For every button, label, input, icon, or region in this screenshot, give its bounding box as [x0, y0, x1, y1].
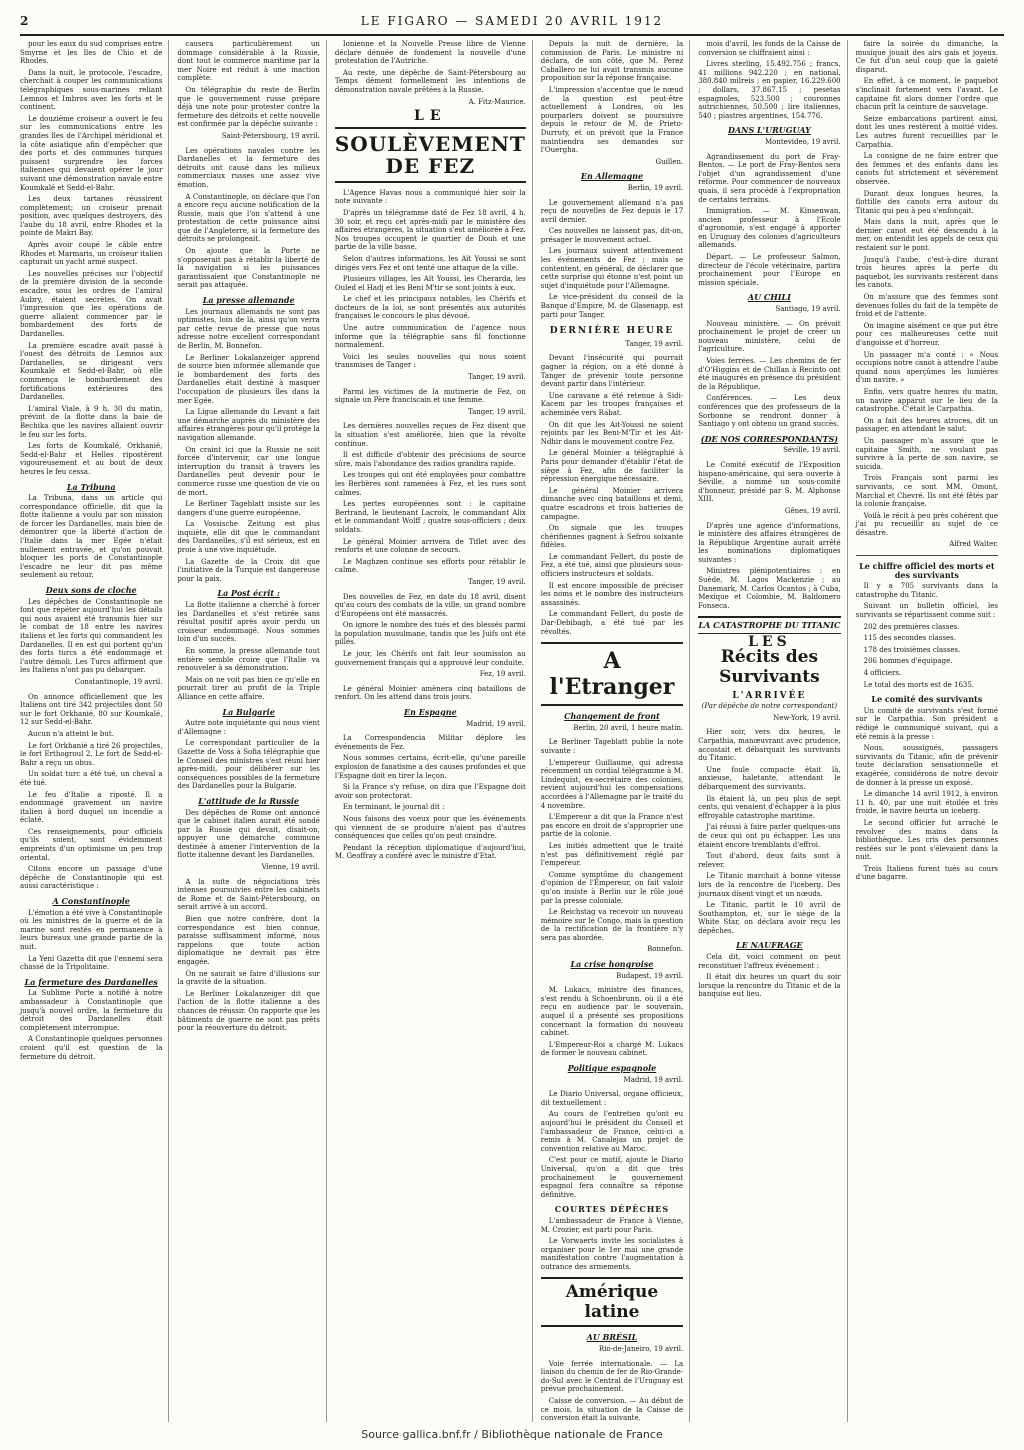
subheading: La presse allemande [202, 295, 295, 306]
paragraph: Nous, soussignés, passagers survivants du Titanic, afin de prévenir toute déclaration sensationnelle et exagérée, considérons de notre devoir de donner à la presse un exposé. [855, 744, 999, 787]
paragraph: Conférences. — Les deux conférences que des professeurs de la Sorbonne se rendront donner à Santiago y ont obtenu un grand succès. [698, 394, 841, 429]
paragraph: Un passager m'a conté : « Nous occupions notre canot à attendre l'aube quand nous aperçûmes les lumières d'un navire. » [855, 350, 999, 385]
dateline: Tanger, 19 avril. [625, 339, 684, 348]
page-header [20, 8, 1004, 36]
paragraph: Aucun n'a atteint le but. [28, 729, 114, 738]
paragraph: Caisse de conversion. — Au début de ce mois, la situation de la Caisse de conversion était la suivante. [540, 1397, 684, 1423]
dateline: Berlin, 20 avril, 1 heure matin. [573, 723, 684, 732]
page-number: 2 [20, 14, 29, 28]
paragraph: causera particulièrement un dommage considérable à la Russie, dont tout le commerce maritime par la mer Noire est réduit à une inaction complète. [177, 40, 320, 83]
paragraph: L'Empereur a dit que la France n'est pas encore en droit de s'approprier une partie de la colonie. [540, 813, 684, 839]
paragraph: Le Titanic marchait à bonne vitesse lors de la rencontre de l'iceberg. Des journaux disent vingt et un nœuds. [698, 872, 841, 898]
paragraph: Une foule compacte était là, anxieuse, haletante, attendant le débarquement des survivants. [698, 765, 841, 791]
dateline: Madrid, 19 avril. [466, 719, 526, 728]
paragraph: Ministres plénipotentiaires : en Suède, M. Lagos Mackenzie ; au Danemark, M. Carlos Ocantos ; à Cuba, Mexique et Colombie, M. Baldomero Fonseca. [698, 567, 841, 610]
paragraph: Le chef et les principaux notables, les Chérifs et docteurs de la loi, se sont présentés aux autorités françaises le concours le plus dévoué. [334, 295, 526, 321]
paragraph: L'empereur Guillaume, qui adressa récemment un cordial télégramme à M. Lindequist, ex-secrétaire des colonies, revient aujourd'hui les compensations accordées à l'Allemagne par le traité du 4 novembre. [540, 758, 684, 810]
dateline: Constantinople, 19 avril. [74, 677, 163, 686]
paragraph: Plusieurs villages, les Aït Youssi, les Cherarda, les Ouled el Hadj et les Beni M'tir se sont joints à eux. [334, 275, 526, 292]
headline-derniere-heure: DERNIÈRE HEURE [549, 326, 675, 337]
paragraph: Le Diario Universal, organe officieux, dit textuellement : [540, 1090, 684, 1107]
paragraph: Trois Français sont parmi les survivants, ce sont MM. Omont, Marchal et Chevré. Ils ont été fêtés par la colonie française. [855, 474, 999, 509]
column-3 [335, 40, 533, 1422]
paragraph: Autre note inquiétante qui nous vient d'Allemagne : [177, 719, 320, 736]
dateline: Montevideo, 19 avril. [764, 137, 841, 146]
paragraph: D'après un télégramme daté de Fez 18 avril, 4 h. 30 soir, et reçu cet après-midi par le ministère des affaires étrangères, la situation s'est améliorée à Fez. Nos troupes occupent le quartier de Douh et une partie de la ville basse. [334, 208, 526, 252]
paragraph: La première escadre avait passé à l'ouest des détroits de Lemnos aux Dardanelles, se dirigeant vers Koumkalé et Sedd-el-Bahr, où elle commença le bombardement des fortifications extérieures des Dardanelles. [20, 341, 163, 402]
paragraph: Le général Moinier arrivera dimanche avec cinq bataillons et demi, quatre escadrons et trois batteries de campagne. [540, 486, 684, 521]
correspondent-note: (Par dépêche de notre correspondant) [701, 702, 838, 711]
paragraph: Le Maghzen continue ses efforts pour rétablir le calme. [334, 557, 526, 575]
paragraph: Ces renseignements, pour officiels qu'ils soient, sont évidemment empreints d'un optimisme un peu trop oriental. [20, 827, 163, 862]
byline: Bonnefon. [647, 945, 684, 954]
paragraph: Les deux tartanes réussirent complètement; un croiseur prenait position, avec quelques destroyers, dès l'aube du 18 avril, entre Rhodes et la pointe de Makri Bay. [20, 195, 163, 238]
paragraph: Le fort Orkhanié a tiré 26 projectiles, le fort Erthogroul 2. Le fort de Sedd-el-Bahr a reçu un obus. [20, 741, 163, 767]
subheading: AU BRÉSIL [586, 1332, 638, 1343]
byline: A. Fitz-Maurice. [468, 97, 526, 106]
paragraph: Le Berliner Tageblatt publie la note suivante : [540, 738, 684, 755]
paragraph: L'ambassadeur de France à Vienne, M. Crozier, est parti pour Paris. [540, 1216, 684, 1234]
paragraph: Comme symptôme du changement d'opinion de l'Empereur, on fait valoir qu'on insiste à Berlin sur le rôle joué par la presse coloniale. [540, 870, 684, 905]
paragraph: Il est encore impossible de préciser les noms et le nombre des instructeurs assassinés. [540, 581, 684, 607]
dateline: Saint-Pétersbourg, 19 avril. [221, 131, 320, 140]
headline-chiffre-officiel: Le chiffre officiel des morts et des survivants [859, 561, 995, 580]
paragraph: La Yeni Gazetta dit que l'ennemi sera chassé de la Tripolitaine. [20, 954, 163, 972]
newspaper-masthead: LE FIGARO — SAMEDI 20 AVRIL 1912 [360, 14, 664, 28]
paragraph: L'impression s'accentue que le nœud de la question est peut-être actuellement à Londres, où les pourparlers doivent se poursuivre depuis le retour de M. de Prieto-Durruty, et on prévoit que la France maintiendra ses demandes sur l'Ouergha. [540, 85, 684, 155]
paragraph: On dit que les Ait-Youssi ne soient rejoints par les Beni-M'Tir et les Ait-Ndhir dans le mouvement contre Fez. [540, 420, 684, 446]
paragraph: Enfin, vers quatre heures du matin, un navire apparut sur le lieu de la catastrophe. C'était le Carpathia. [855, 387, 999, 414]
subheading: Deux sons de cloche [45, 585, 137, 596]
paragraph: Mais on ne voit pas bien ce qu'elle en pourrait tirer au profit de la Triple Alliance en cette affaire. [177, 675, 320, 701]
paragraph: A la suite de négociations très intenses poursuivies entre les cabinets de Rome et de Saint-Pétersbourg, on serait arrivé à un accord. [177, 877, 320, 912]
dateline: Santiago, 19 avril. [775, 305, 841, 314]
paragraph: Les journaux suivent attentivement les événements de Fez ; mais se contentent, en général, de déclarer que cette surprise qui étonne n'est point un sujet d'inquiétude pour l'Allemagne. [540, 247, 684, 290]
paragraph: Un comité de survivants s'est formé sur le Carpathia. Son président a rédigé le communiqué suivant, qui a été remis à la presse : [855, 706, 999, 741]
paragraph: Tout d'abord, deux faits sont à relever. [698, 852, 841, 869]
paragraph: Le Reichstag va recevoir un nouveau mémoire sur le Congo, mais la question de la rectification de la frontière n'y sera pas abordée. [540, 908, 684, 942]
paragraph: Ils étaient là, un peu plus de sept cents, qui venaient d'échapper à la plus effroyable catastrophe maritime. [698, 794, 841, 820]
byline: Guillen. [655, 157, 684, 166]
column-4 [541, 40, 690, 1422]
dateline: Gênes, 19 avril. [784, 506, 841, 515]
section-divider [856, 555, 998, 556]
paragraph: Mais dans la nuit, après que le dernier canot eut été descendu à la mer, on entendit les appels de ceux qui restaient sur le pont. [855, 218, 999, 253]
paragraph: On ignore le nombre des tués et des blessés parmi la population musulmane, tandis que les Juifs ont été pillés. [334, 621, 526, 647]
headline-soulevement-de-fez: SOULÈVEMENT DE FEZ [335, 127, 526, 183]
paragraph: J'ai réussi à faire parler quelques-uns de ceux qui ont pu échapper. Les uns étaient encore tremblants d'effroi. [698, 823, 841, 849]
paragraph: Une caravane a été retenue à Sidi-Kacem par les troupes françaises et acheminée vers Rabat. [540, 391, 684, 417]
subheadline-arrivee: L'ARRIVÉE [732, 690, 807, 701]
paragraph: Un passager m'a assuré que le capitaine Smith, ne voulant pas survivre à la perte de son navire, se suicida. [855, 436, 999, 471]
paragraph: Durant deux longues heures, la flottille des canots erra autour du Titanic qui peu à peu s'enfonçait. [855, 189, 999, 215]
dateline: New-York, 19 avril. [773, 713, 841, 722]
subheading: La crise hongroise [570, 959, 654, 970]
paragraph: Depuis la nuit de dernière, la commission de Paris. Le ministre ni déclara, de son côté, que M. Perez Caballero ne lui avait transmis aucune proposition sur la réponse française. [540, 40, 684, 83]
paragraph: Le second officier fut arraché le revolver des mains dans la bibliothèque. Les cris des personnes restées sur le pont s'élevaient dans la nuit. [855, 818, 999, 862]
paragraph: Au cours de l'entretien qu'ont eu aujourd'hui le président du Conseil et l'ambassadeur de France, celui-ci a remis à M. Canalejas un projet de convention relative au Maroc. [540, 1110, 684, 1153]
list-item: 178 des troisièmes classes. [863, 645, 961, 654]
paragraph: L'émotion a été vive à Constantinople où les ministres de la guerre et de la marine sont restés en permanence à leurs bureaux une grande partie de la nuit. [20, 908, 163, 951]
paragraph: On imagine aisément ce que put être pour ces malheureuses cette nuit d'angoisse et d'horreur. [855, 321, 999, 347]
byline: Alfred Walter. [949, 540, 999, 549]
paragraph: Le général Moinier arrivera de Tiflet avec des renforts et une colonne de secours. [334, 537, 526, 555]
newspaper-page [20, 40, 1004, 1422]
paragraph: faire la soirée du dimanche, la musique jouait des airs gais et joyeux. Ce fut d'un seul coup que la gaieté disparut. [855, 40, 999, 74]
paragraph: Voie ferrée internationale. — La liaison du chemin de fer de Rio-Grande-do-Sul avec le Central de l'Uruguay est prévue prochainement. [540, 1359, 684, 1394]
dateline: Tanger, 19 avril. [467, 373, 526, 382]
paragraph: Le total des morts est de 1635. [863, 680, 975, 689]
paragraph: Jusqu'à l'aube, c'est-à-dire durant trois heures après la perte du paquebot, les survivants restèrent dans les canots. [855, 255, 999, 290]
paragraph: Les troupes qui ont été employées pour combattre les Berbères sont ramenées à Fez, et les rues sont calmes. [334, 471, 526, 497]
paragraph: Devant l'insécurité qui pourrait gagner la région, on a été donné à Tanger de prévenir toute personne devant partir dans l'intérieur. [540, 354, 684, 389]
paragraph: Le Titanic, partit le 10 avril de Southampton, et, sur le siège de la White Star, on déclara avoir reçu les dépêches. [698, 901, 841, 935]
paragraph: Le Vorwaerts invite les socialistes à organiser pour le 1er mai une grande manifestation contre l'augmentation à outrance des armements. [540, 1237, 684, 1271]
paragraph: Si la France s'y refuse, on dira que l'Espagne doit avoir son protectorat. [334, 783, 526, 800]
paragraph: Le gouvernement allemand n'a pas reçu de nouvelles de Fez depuis le 17 avril dernier. [540, 198, 684, 224]
paragraph: Il y a 705 survivants dans la catastrophe du Titanic. [855, 582, 999, 599]
headline-kicker: LE [414, 108, 447, 125]
paragraph: Le commandant Fellert, du poste de Fez, a été tué, ainsi que plusieurs sous-officiers instructeurs et soldats. [540, 552, 684, 579]
paragraph: Agrandissement du port de Fray-Bentos. — Le port de Fray-Bentos sera l'objet d'un agrandissement d'une réforme. Pour commencer de nouveaux quais, il sera procédé à l'expropriation de certains terrains. [698, 152, 841, 204]
paragraph: On a fait des heures atroces, dit un passager, en attendant le salut. [855, 416, 999, 434]
headline-courtes-depeches: COURTES DÉPÊCHES [554, 1204, 670, 1215]
subheading: AU CHILI [747, 292, 791, 303]
subheading: Changement de front [564, 711, 660, 722]
column-5 [698, 40, 847, 1422]
dateline: Rio-de-Janeiro, 19 avril. [598, 1345, 684, 1354]
paragraph: En effet, à ce moment, le paquebot s'inclinait fortement vers l'avant. Le capitaine fit alors donner l'ordre que chacun prît la ceinture de sauvetage. [855, 77, 999, 112]
headline-kicker: LES [748, 634, 791, 651]
subheading: La Tribuna [66, 481, 116, 492]
column-1 [20, 40, 169, 1422]
list-item: 206 hommes d'équipage. [863, 657, 953, 666]
paragraph: Une autre communication de l'agence nous informe que la télégraphie sans fil fonctionne normalement. [334, 324, 526, 350]
dateline: Tanger, 19 avril. [467, 407, 526, 416]
paragraph: La Gazette de la Croix dit que l'initiative de la Turquie est dangereuse pour la paix. [177, 557, 320, 583]
subheading: En Espagne [404, 707, 457, 718]
paragraph: Trois Italiens furent tués au cours d'une bagarre. [855, 864, 999, 882]
paragraph: pour les eaux du sud comprises entre Smyrne et les îles de Chio et de Rhodes. [20, 40, 163, 66]
list-item: 202 des premières classes. [863, 622, 960, 631]
list-item: 115 des secondes classes. [863, 634, 956, 643]
subheading: DANS L'URUGUAY [728, 125, 811, 136]
paragraph: Les initiés admettent que le traité n'est pas définitivement réglé par l'empereur. [540, 841, 684, 868]
dateline: Berlin, 19 avril. [627, 183, 684, 192]
paragraph: L'amiral Viale, à 9 h. 30 du matin, prévint de la flotte dans la baie de Bechika que les navires allaient ouvrir le feu sur les forts. [20, 404, 163, 439]
paragraph: Immigration. — M. Kinsenwan, ancien professeur à l'Ecole d'agronomie, s'est engagé à apporter en Uruguay des colonies d'agriculteurs allemands. [698, 207, 841, 250]
paragraph: Le général Moinier amènera cinq bataillons de renfort. On les attend dans trois jours. [334, 684, 526, 702]
paragraph: C'est pour ce motif, ajoute le Diario Universal, qu'on a dit que très prochainement le gouvernement espagnol fera connaître sa réponse définitive. [540, 1156, 684, 1199]
dateline: Madrid, 19 avril. [623, 1075, 684, 1084]
paragraph: Citons encore un passage d'une dépêche de Constantinople qui est aussi caractéristique : [20, 865, 163, 891]
paragraph: Ces nouvelles ne laissent pas, dit-on, présager le mouvement actuel. [540, 227, 684, 244]
paragraph: Il est difficile d'obtenir des précisions de source sûre, mais l'abondance des radios grandira rapide. [334, 451, 526, 468]
paragraph: Départ. — Le professeur Salmon, directeur de l'école vétérinaire, partira prochainement pour l'Europe en mission spéciale. [698, 253, 841, 287]
paragraph: On ajoute que la Porte ne s'opposerait pas à rétablir la liberté de la navigation si les puissances garantissaient que Constantinople ne serait pas attaquée. [177, 247, 320, 290]
paragraph: Des dépêches de Rome ont annoncé que le cabinet italien aurait été sondé par la Russie qui devait, disait-on, appuyer une démarche commune destinée à amener l'intervention de la flotte italienne devant les Dardanelles. [177, 808, 320, 860]
paragraph: En terminant, le journal dit : [342, 803, 445, 812]
paragraph: Nouveau ministère. — On prévoit prochainement le projet de créer un nouveau ministère, celui de l'agriculture. [698, 319, 841, 354]
paragraph: Le Berliner Tageblatt insiste sur les dangers d'une guerre européenne. [177, 500, 320, 517]
paragraph: Le dimanche 14 avril 1912, à environ 11 h. 40, par une nuit étoilée et très froide, le navire heurta un iceberg. [855, 790, 999, 816]
headline-recits-des-survivants: Récits des Survivants [719, 646, 820, 687]
subheading: (DE NOS CORRESPONDANTS) [700, 433, 839, 444]
subheading: Politique espagnole [567, 1063, 657, 1073]
paragraph: On annonce officiellement que les Italiens ont tiré 342 projectiles dont 50 sur le fort Orkhanié, 80 sur Koumkalé, 12 sur Sedd-el-Bahr. [20, 692, 163, 727]
column-2 [177, 40, 326, 1422]
list-item: 4 officiers. [863, 669, 902, 677]
dateline: Vienne, 19 avril. [261, 863, 320, 872]
paragraph: Le feu d'Italie a riposté. Il a endommagé gravement un navire italien à bord duquel un incendie a éclaté. [20, 790, 163, 825]
paragraph: Voies ferrées. — Les chemins de fer d'O'Higgins et de Chillan à Recinto ont été inaugurés en présence du président de la République. [698, 357, 841, 391]
paragraph: La consigne de ne faire entrer que des femmes et des enfants dans les canots fut strictement et sévèrement observée. [855, 152, 999, 186]
paragraph: Les nouvelles précises sur l'objectif de la première division de la seconde escadre, sous les ordres de l'amiral Aubry, étaient secrètes. On avait l'impression que les opérations de guerre allaient commencer par le bombardement des forts de Dardanelles. [20, 269, 163, 338]
paragraph: On ne saurait se faire d'illusions sur la gravité de la situation. [177, 969, 320, 987]
paragraph: Le correspondant particulier de la Gazette de Voss à Sofia télégraphie que le Conseil des ministres s'est réuni hier après-midi, pour délibérer sur les conséquences possibles de la fermeture des Dardanelles pour la Bulgarie. [177, 739, 320, 791]
headline-comite-survivants: Le comité des survivants [871, 694, 983, 705]
paragraph: Ionienne et la Nouvelle Presse libre de Vienne déclare dénuée de fondement la nouvelle d'une protestation de l'Autriche. [334, 40, 526, 66]
paragraph: En somme, la presse allemande tout entière semble croire que l'Italie va renouveler à sa démonstration. [177, 647, 320, 673]
dateline: Fez, 19 avril. [479, 670, 526, 679]
paragraph: La Sublime Porte a notifié à notre ambassadeur à Constantinople que jusqu'à nouvel ordre, la fermeture du détroit des Dardanelles était complètement interrompue. [20, 989, 163, 1032]
paragraph: Le vice-président du conseil de la Banque d'Empire, M. de Glasenapp, est parti pour Tanger. [540, 293, 684, 319]
paragraph: Seize embarcations partirent ainsi, dont les unes restèrent à moitié vides. Les autres furent recueillies par le Carpathia. [855, 114, 999, 149]
source-footer: Source gallica.bnf.fr / Bibliothèque nationale de France [361, 1428, 663, 1441]
subheading: La fermeture des Dardanelles [24, 976, 158, 987]
subheading: La Post écrit : [217, 588, 280, 599]
paragraph: On signale que les troupes chérifiennes gagnent à Sefrou soixante fidèles. [540, 524, 684, 550]
paragraph: Les dernières nouvelles reçues de Fez disent que la situation s'est améliorée, bien que la révolte continue. [334, 422, 526, 448]
paragraph: L'Agence Havas nous a communiqué hier soir la note suivante : [334, 188, 526, 206]
paragraph: Le général Moinier a télégraphié à Paris pour demander d'établir l'état de siège à Fez, afin de faciliter la répression énergique nécessaire. [540, 449, 684, 484]
subheading: A Constantinople [52, 896, 130, 907]
paragraph: Des nouvelles de Fez, en date du 18 avril, disent qu'au cours des combats de la ville, un grand nombre d'Européens ont été massacrés. [334, 592, 526, 618]
paragraph: Le Berliner Lokalanzeiger dit que l'action de la flotte italienne a des chances de réussir. On rapporte que les bâtiments de guerre ne sont pas prêts pour la réouverture du détroit. [177, 989, 320, 1033]
paragraph: Parmi les victimes de la mutinerie de Fez, on signale un Père franciscain et une femme. [334, 387, 526, 405]
paragraph: Bien que notre confrère, dont la correspondance est bien connue, paraisse suffisamment informé, nous rappelons que toute action diplomatique ne devrait pas être engagée. [177, 915, 320, 966]
paragraph: Le Comité exécutif de l'Exposition hispano-américaine, qui sera ouverte à Séville, a nommé un sous-comité d'honneur, présidé par S. M. Alphonse XIII. [698, 460, 841, 504]
paragraph: On craint ici que la Russie ne soit forcée d'intervenir, car une longue interruption du transit à travers les Dardanelles peut devenir pour le commerce russe une question de vie ou de mort. [177, 445, 320, 497]
paragraph: Voilà le récit à peu près cohérent que j'ai pu recueillir au sujet de ce désastre. [855, 511, 999, 537]
paragraph: A Constantinople quelques personnes croient qu'il est question de la fermeture du détroit. [20, 1035, 163, 1061]
paragraph: Le douzième croiseur a ouvert le feu sur les communications entre les grandes îles de l'Archipel méridional et la côte asiatique afin d'empêcher que des ports et des communes turques puissent surprendre les forces italiennes qui devaient opérer le jour suivant une démonstration navale entre Koumkalé et Sedd-el-Bahr. [20, 114, 163, 192]
paragraph: Au reste, une dépêche de Saint-Pétersbourg au Temps dément formellement les intentions de démonstration navale prêtées à la Russie. [334, 68, 526, 94]
paragraph: mois d'avril, les fonds de la Caisse de conversion se chiffraient ainsi : [698, 40, 841, 57]
paragraph: Suivant un bulletin officiel, les survivants se répartissent comme suit : [855, 602, 999, 620]
subheading: La Bulgarie [222, 706, 275, 717]
dateline: Budapest, 19 avril. [616, 971, 684, 980]
subheading: En Allemagne [580, 171, 644, 182]
paragraph: Pendant la réception diplomatique d'aujourd'hui, M. Geoffray a conféré avec le ministre d'Etat. [334, 843, 526, 861]
paragraph: Les pertes européennes sont : le capitaine Bertrand, le lieutenant Lacroix, le commandant Alix et le commandant Wolff ; quatre sous-officiers ; deux soldats. [334, 500, 526, 534]
paragraph: Le commandant Fellert, du poste de Dar-Debibagh, a été tué par les révoltés. [540, 610, 684, 636]
paragraph: Selon d'autres informations, les Aït Youssi se sont dirigés vers Fez et ont tenté une attaque de la ville. [334, 254, 526, 272]
dateline: Séville, 19 avril. [783, 446, 841, 455]
column-6 [856, 40, 1004, 1422]
paragraph: Dans la nuit, le protocole, l'escadre, cherchait à couper les communications télégraphiques sous-marines reliant Lemnos et Imbros avec les forts et le continent. [20, 68, 163, 112]
paragraph: Nous sommes certains, écrit-elle, qu'une pareille explosion de fanatisme a des causes profondes et que l'Espagne doit en tirer la leçon. [334, 754, 526, 780]
paragraph: Le Berliner Lokalanzeiger apprend de source bien informée allemande que le bombardement des forts des Dardanelles était destiné à masquer l'occupation de plusieurs îles dans la mer Egée. [177, 353, 320, 405]
dateline: Tanger, 19 avril. [467, 577, 526, 586]
paragraph: On m'assure que des femmes sont devenues folles du fait de la tempête de froid et de l'attente. [855, 293, 999, 319]
paragraph: Les opérations navales contre les Dardanelles et la fermeture des détroits ont causé dans les milieux commerciaux russes une assez vive émotion. [177, 146, 320, 189]
paragraph: On télégraphie du reste de Berlin que le gouvernement russe prépare déjà une note pour protester contre la fermeture des détroits et cette nouvelle est confirmée par la dépêche suivante : [177, 85, 320, 129]
paragraph: La flotte italienne a cherché à forcer les Dardanelles et s'est retirée sans résultat positif après avoir perdu un croiseur endommagé. Nous sommes loin d'un succès. [177, 601, 320, 644]
paragraph: Après avoir coupé le câble entre Rhodes et Marmaris, un croiseur italien capturait un yacht armé suspect. [20, 241, 163, 267]
paragraph: Hier soir, vers dix heures, le Carpathia, manœuvrant avec prudence, accostait et débarquait les survivants du Titanic. [698, 728, 841, 763]
headline-a-l-etranger: A l'Etranger [541, 642, 683, 706]
paragraph: Cela dit, voici comment on peut reconstituer l'affreux événement : [698, 953, 841, 970]
subheading: L'attitude de la Russie [198, 795, 299, 806]
paragraph: A Constantinople, on déclare que l'on a encore reçu aucune notification de la Russie, mais que l'on s'attend à une protestation de cette puissance ainsi que de l'Angleterre, si la fermeture des détroits se prolongeait. [177, 192, 320, 244]
paragraph: Le jour, les Chérifs ont fait leur soumission au gouvernement français qui a approuvé leur conduite. [334, 650, 526, 667]
paragraph: La Vossische Zeitung est plus inquiète, elle dit que le commandant des Dardanelles, s'il est sérieux, est en proie à une vive inquiétude. [177, 520, 320, 555]
paragraph: D'après une agence d'informations, le ministère des affaires étrangères de la République Argentine aurait arrêté les nominations diplomatiques suivantes : [698, 521, 841, 564]
headline-amerique-latine: Amérique latine [541, 1277, 683, 1327]
subheading: LE NAUFRAGE [736, 940, 803, 951]
paragraph: Un soldat turc a été tué, un cheval a été tué. [20, 770, 163, 787]
paragraph: La Tribuna, dans un article qui correspondance officielle, dit que la flotte italienne a voulu par son mission de forcer les Dardanelles, mais bien de démontrer que la liberté d'action de l'Italie dans la mer Egée n'était nullement entravée, et qu'on pouvait bloquer les ports de Constantinople l'escadre ne leur dit pas même seulement au retour. [20, 494, 163, 580]
paragraph: Les dépêches de Constantinople ne font que répéter aujourd'hui les détails qui nous avaient été transmis hier sur le combat de 18 entre les navires italiens et les forts qui commandent les Dardanelles. Il en est qui portent qu'un des forts turcs a été endommagé et l'autre démoli. Les Turcs affirment que les Italiens n'ont pas pu débarquer. [20, 597, 163, 675]
paragraph: Il était dix heures un quart du soir lorsque la rencontre du Titanic et de la banquise eut lieu. [698, 973, 841, 999]
paragraph: La Correspondencia Militar déplore les événements de Fez. [334, 734, 526, 751]
headline-catastrophe-titanic: LA CATASTROPHE DU TITANIC [698, 616, 840, 634]
paragraph: Voici les seules nouvelles qui nous soient transmises de Tanger : [334, 352, 526, 370]
paragraph: L'Empereur-Roi a chargé M. Lukacs de former le nouveau cabinet. [540, 1040, 684, 1058]
paragraph: Les forts de Koumkalé, Orkhanié, Sedd-el-Bahr et Helles ripostèrent vigoureusement et au bout de deux heures le feu cessa. [20, 442, 163, 476]
paragraph: Nous faisons des voeux pour que les événements qui viennent de se produire n'aient pas d'autres conséquences que celles qu'on peut craindre. [334, 814, 526, 841]
paragraph: Livres sterling, 15.492.756 ; francs, 41 millions 942.220 ; en national, 380.840 milreis ; en papier, 16.229.600 ; dollars, 37.867.15 ; pesetas espagnoles, 523.500 ; couronnes autrichiennes, 50.500 ; lire italiennes, 540 ; piastres argentines, 154.776. [698, 60, 841, 120]
paragraph: M. Lukacs, ministre des finances, s'est rendu à Schoenbrunn, où il a été reçu en audience par le souverain, auquel il a présenté ses propositions concernant la formation du nouveau cabinet. [540, 986, 684, 1038]
paragraph: La Ligue allemande du Levant a fait une démarche auprès du ministère des affaires étrangères pour qu'il protège la navigation allemande. [177, 408, 320, 442]
paragraph: Les journaux allemands ne sont pas optimistes, loin de là, ainsi qu'on verra par cette revue de presse que nous adresse notre excellent correspondant de Berlin, M. Bonnefon. [177, 307, 320, 350]
